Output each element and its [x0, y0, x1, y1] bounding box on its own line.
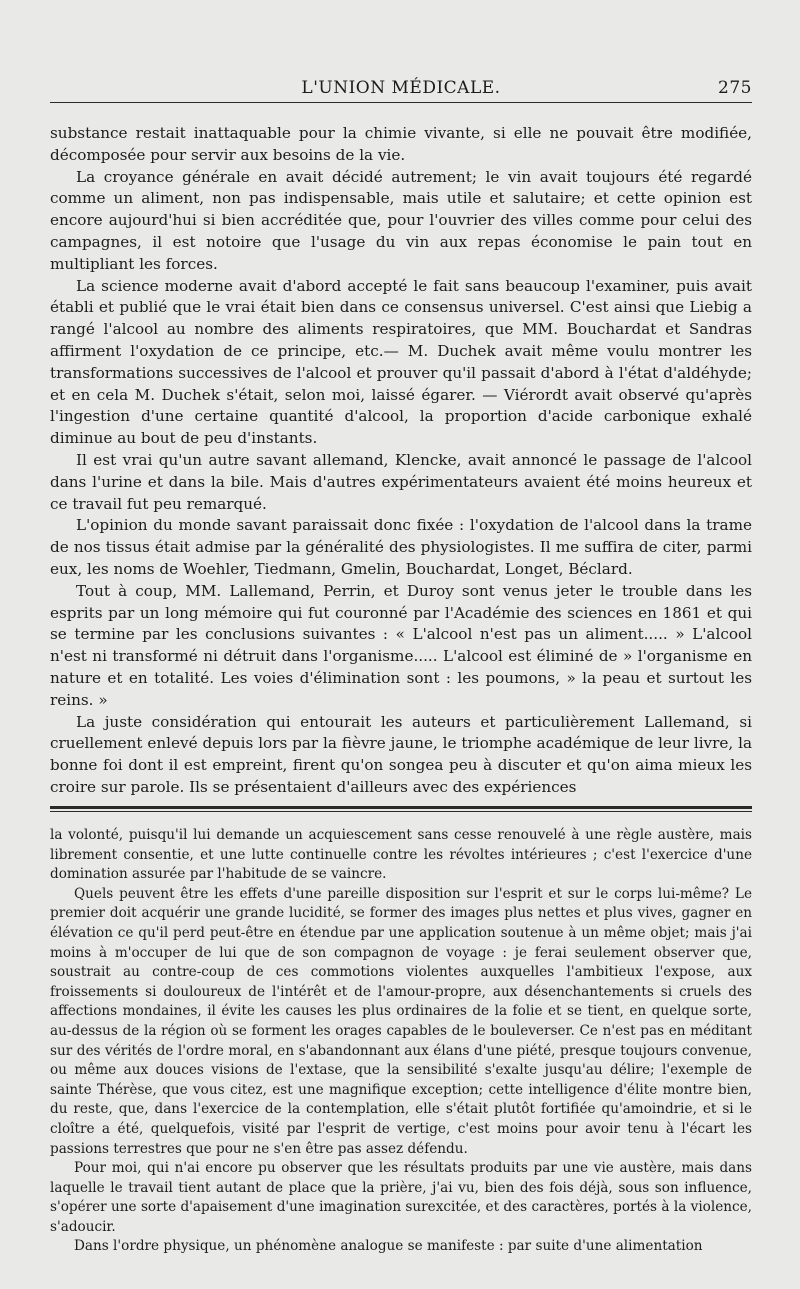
main-paragraph: La croyance générale en avait décidé autrement; le vin avait toujours été regardé comme un aliment, non pas indispensable, mais utile et salutaire; et cette opinion est encore aujourd'hui si bien accréditée que, pour l'ouvrier des villes comme pour celui des campagnes, il est notoire que l'usage du vin aux repas économise le pain tout en multipliant les forces.: [50, 167, 752, 273]
main-paragraph: La juste considération qui entourait les auteurs et particulièrement Lallemand, si cruellement enlevé depuis lors par la fièvre jaune, le triomphe académique de leur livre, la bonne foi dont il est empreint, firent qu'on songea peu à discuter et qu'on aima mieux les croire sur parole. Ils se présentaient d'ailleurs avec des expériences: [50, 712, 752, 796]
main-paragraph: Il est vrai qu'un autre savant allemand, Klencke, avait annoncé le passage de l'alcool dans l'urine et dans la bile. Mais d'autres expérimentateurs avaient été moins heureux et ce travail fut peu remarqué.: [50, 450, 752, 513]
feuilleton-section: [50, 826, 752, 1257]
running-head: [50, 78, 752, 102]
main-paragraph: Tout à coup, MM. Lallemand, Perrin, et Duroy sont venus jeter le trouble dans les esprits par un long mémoire qui fut couronné par l'Académie des sciences en 1861 et qui se termine par les conclusions suivantes : « L'alcool n'est pas un aliment..... » L'alcool n'est ni transformé ni détruit dans l'organisme..... L'alcool est éliminé de » l'organisme en nature et en totalité. Les voies d'élimination sont : les poumons, » la peau et surtout les reins. »: [50, 581, 752, 709]
feuilleton-paragraph: Dans l'ordre physique, un phénomène analogue se manifeste : par suite d'une alimentation: [74, 1238, 703, 1255]
main-article: [50, 123, 752, 799]
feuilleton-paragraph: la volonté, puisqu'il lui demande un acquiescement sans cesse renouvelé à une règle austère, mais librement consentie, et une lutte continuelle contre les révoltes intérieures ; c'est l'exercice d'une domination assurée par l'habitude de se vaincre.: [50, 827, 752, 883]
page-number: 275: [718, 78, 752, 98]
feuilleton-paragraph: Pour moi, qui n'ai encore pu observer que les résultats produits par une vie austère, mais dans laquelle le travail tient autant de place que la prière, j'ai vu, bien des fois déjà, sous son influence, s'opérer une sorte d'apaisement d'une imagination surexcitée, et des caractères, portés à la violence, s'adoucir.: [50, 1160, 752, 1235]
main-paragraph: La science moderne avait d'abord accepté le fait sans beaucoup l'examiner, puis avait établi et publié que le vrai était bien dans ce consensus universel. C'est ainsi que Liebig a rangé l'alcool au nombre des aliments respiratoires, que MM. Bouchardat et Sandras affirment l'oxydation de ce principe, etc.— M. Duchek avait même voulu montrer les transformations successives de l'alcool et prouver qu'il passait d'abord à l'état d'aldéhyde; et en cela M. Duchek s'était, selon moi, laissé égarer. — Viérordt avait observé qu'après l'ingestion d'une certaine quantité d'alcool, la proportion d'acide carbonique exhalé diminue au bout de peu d'instants.: [50, 276, 752, 448]
running-title: L'UNION MÉDICALE.: [301, 78, 501, 98]
feuilleton-separator: [50, 806, 752, 809]
feuilleton-separator-thin: [50, 811, 752, 812]
main-paragraph: substance restait inattaquable pour la chimie vivante, si elle ne pouvait être modifiée, décomposée pour servir aux besoins de la vie.: [50, 124, 752, 164]
header-rule: [50, 102, 752, 103]
feuilleton-paragraph: Quels peuvent être les effets d'une pareille disposition sur l'esprit et sur le corps lui-même? Le premier doit acquérir une grande lucidité, se former des images plus nettes et plus vives, gagner en élévation ce qu'il perd peut-être en étendue par une application soutenue à un même objet; mais j'ai moins à m'occuper de lui que de son compagnon de voyage : je ferai seulement observer que, soustrait au contre-coup de ces commotions violentes auxquelles l'ambitieux l'expose, aux froissements si douloureux de l'intérêt et de l'amour-propre, aux désenchantements si cruels des affections mondaines, il évite les causes les plus ordinaires de la folie et se tient, en quelque sorte, au-dessus de la région où se forment les orages capables de le bouleverser. Ce n'est pas en méditant sur des vérités de l'ordre moral, en s'abandonnant aux élans d'une piété, presque toujours convenue, ou même aux douces visions de l'extase, que la sensibilité s'exalte jusqu'au délire; l'exemple de sainte Thérèse, que vous citez, est une magnifique exception; cette intelligence d'élite montre bien, du reste, que, dans l'exercice de la contemplation, elle s'était plutôt fortifiée qu'amoindrie, et si le cloître a été, quelquefois, visité par l'esprit de vertige, c'est moins pour avoir tenu à l'écart les passions terrestres que pour ne s'en être pas assez défendu.: [50, 885, 752, 1157]
main-paragraph: L'opinion du monde savant paraissait donc fixée : l'oxydation de l'alcool dans la trame de nos tissus était admise par la généralité des physiologistes. Il me suffira de citer, parmi eux, les noms de Woehler, Tiedmann, Gmelin, Bouchardat, Longet, Béclard.: [50, 516, 752, 578]
